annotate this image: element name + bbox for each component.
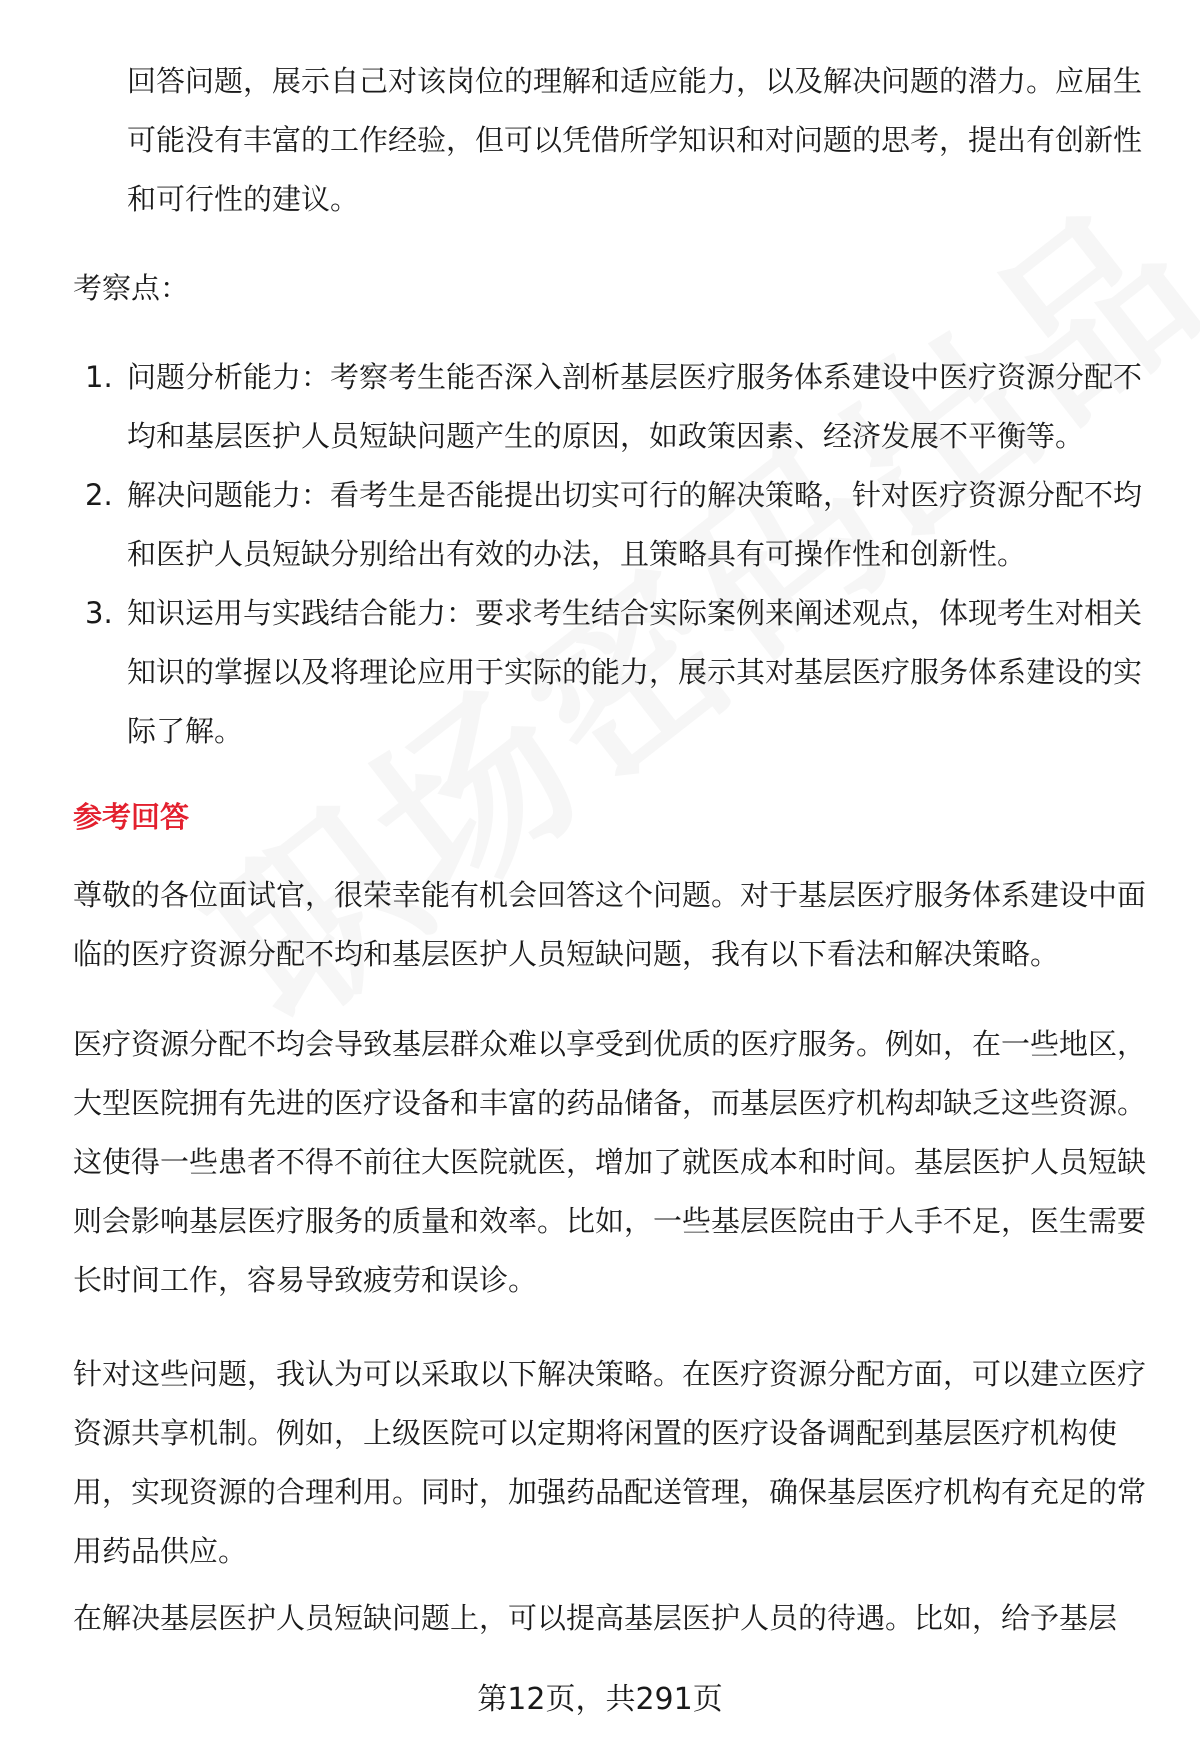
answer-heading: 参考回答	[73, 800, 190, 834]
points-label: 考察点：	[73, 271, 190, 305]
page-number: 第12页，共291页	[477, 1682, 723, 1717]
list-text: 问题分析能力：考察考生能否深入剖析基层医疗服务体系建设中医疗资源分配不均和基层医护人员短缺问题产生的原因，如政策因素、经济发展不平衡等。	[127, 360, 1143, 453]
list-item	[73, 584, 1153, 761]
list-number: 1.	[85, 360, 113, 394]
assessment-points-list	[73, 348, 1153, 761]
list-item	[73, 348, 1153, 466]
answer-paragraph: 在解决基层医护人员短缺问题上，可以提高基层医护人员的待遇。比如，给予基层	[73, 1601, 1118, 1635]
list-text: 知识运用与实践结合能力：要求考生结合实际案例来阐述观点，体现考生对相关知识的掌握以及将理论应用于实际的能力，展示其对基层医疗服务体系建设的实际了解。	[127, 596, 1143, 748]
list-item	[73, 466, 1153, 584]
answer-paragraph: 尊敬的各位面试官，很荣幸能有机会回答这个问题。对于基层医疗服务体系建设中面临的医疗资源分配不均和基层医护人员短缺问题，我有以下看法和解决策略。	[73, 878, 1147, 971]
intro-paragraph: 回答问题，展示自己对该岗位的理解和适应能力，以及解决问题的潜力。应届生可能没有丰富的工作经验，但可以凭借所学知识和对问题的思考，提出有创新性和可行性的建议。	[127, 64, 1143, 216]
answer-paragraph: 医疗资源分配不均会导致基层群众难以享受到优质的医疗服务。例如，在一些地区，大型医院拥有先进的医疗设备和丰富的药品储备，而基层医疗机构却缺乏这些资源。这使得一些患者不得不前往大医院就医，增加了就医成本和时间。基层医护人员短缺则会影响基层医疗服务的质量和效率。比如，一些基层医院由于人手不足，医生需要长时间工作，容易导致疲劳和误诊。	[73, 1027, 1147, 1297]
answer-paragraph: 针对这些问题，我认为可以采取以下解决策略。在医疗资源分配方面，可以建立医疗资源共享机制。例如，上级医院可以定期将闲置的医疗设备调配到基层医疗机构使用，实现资源的合理利用。同时，加强药品配送管理，确保基层医疗机构有充足的常用药品供应。	[73, 1357, 1147, 1568]
list-number: 2.	[85, 478, 113, 512]
list-text: 解决问题能力：看考生是否能提出切实可行的解决策略，针对医疗资源分配不均和医护人员短缺分别给出有效的办法，且策略具有可操作性和创新性。	[127, 478, 1143, 571]
list-number: 3.	[85, 596, 113, 630]
